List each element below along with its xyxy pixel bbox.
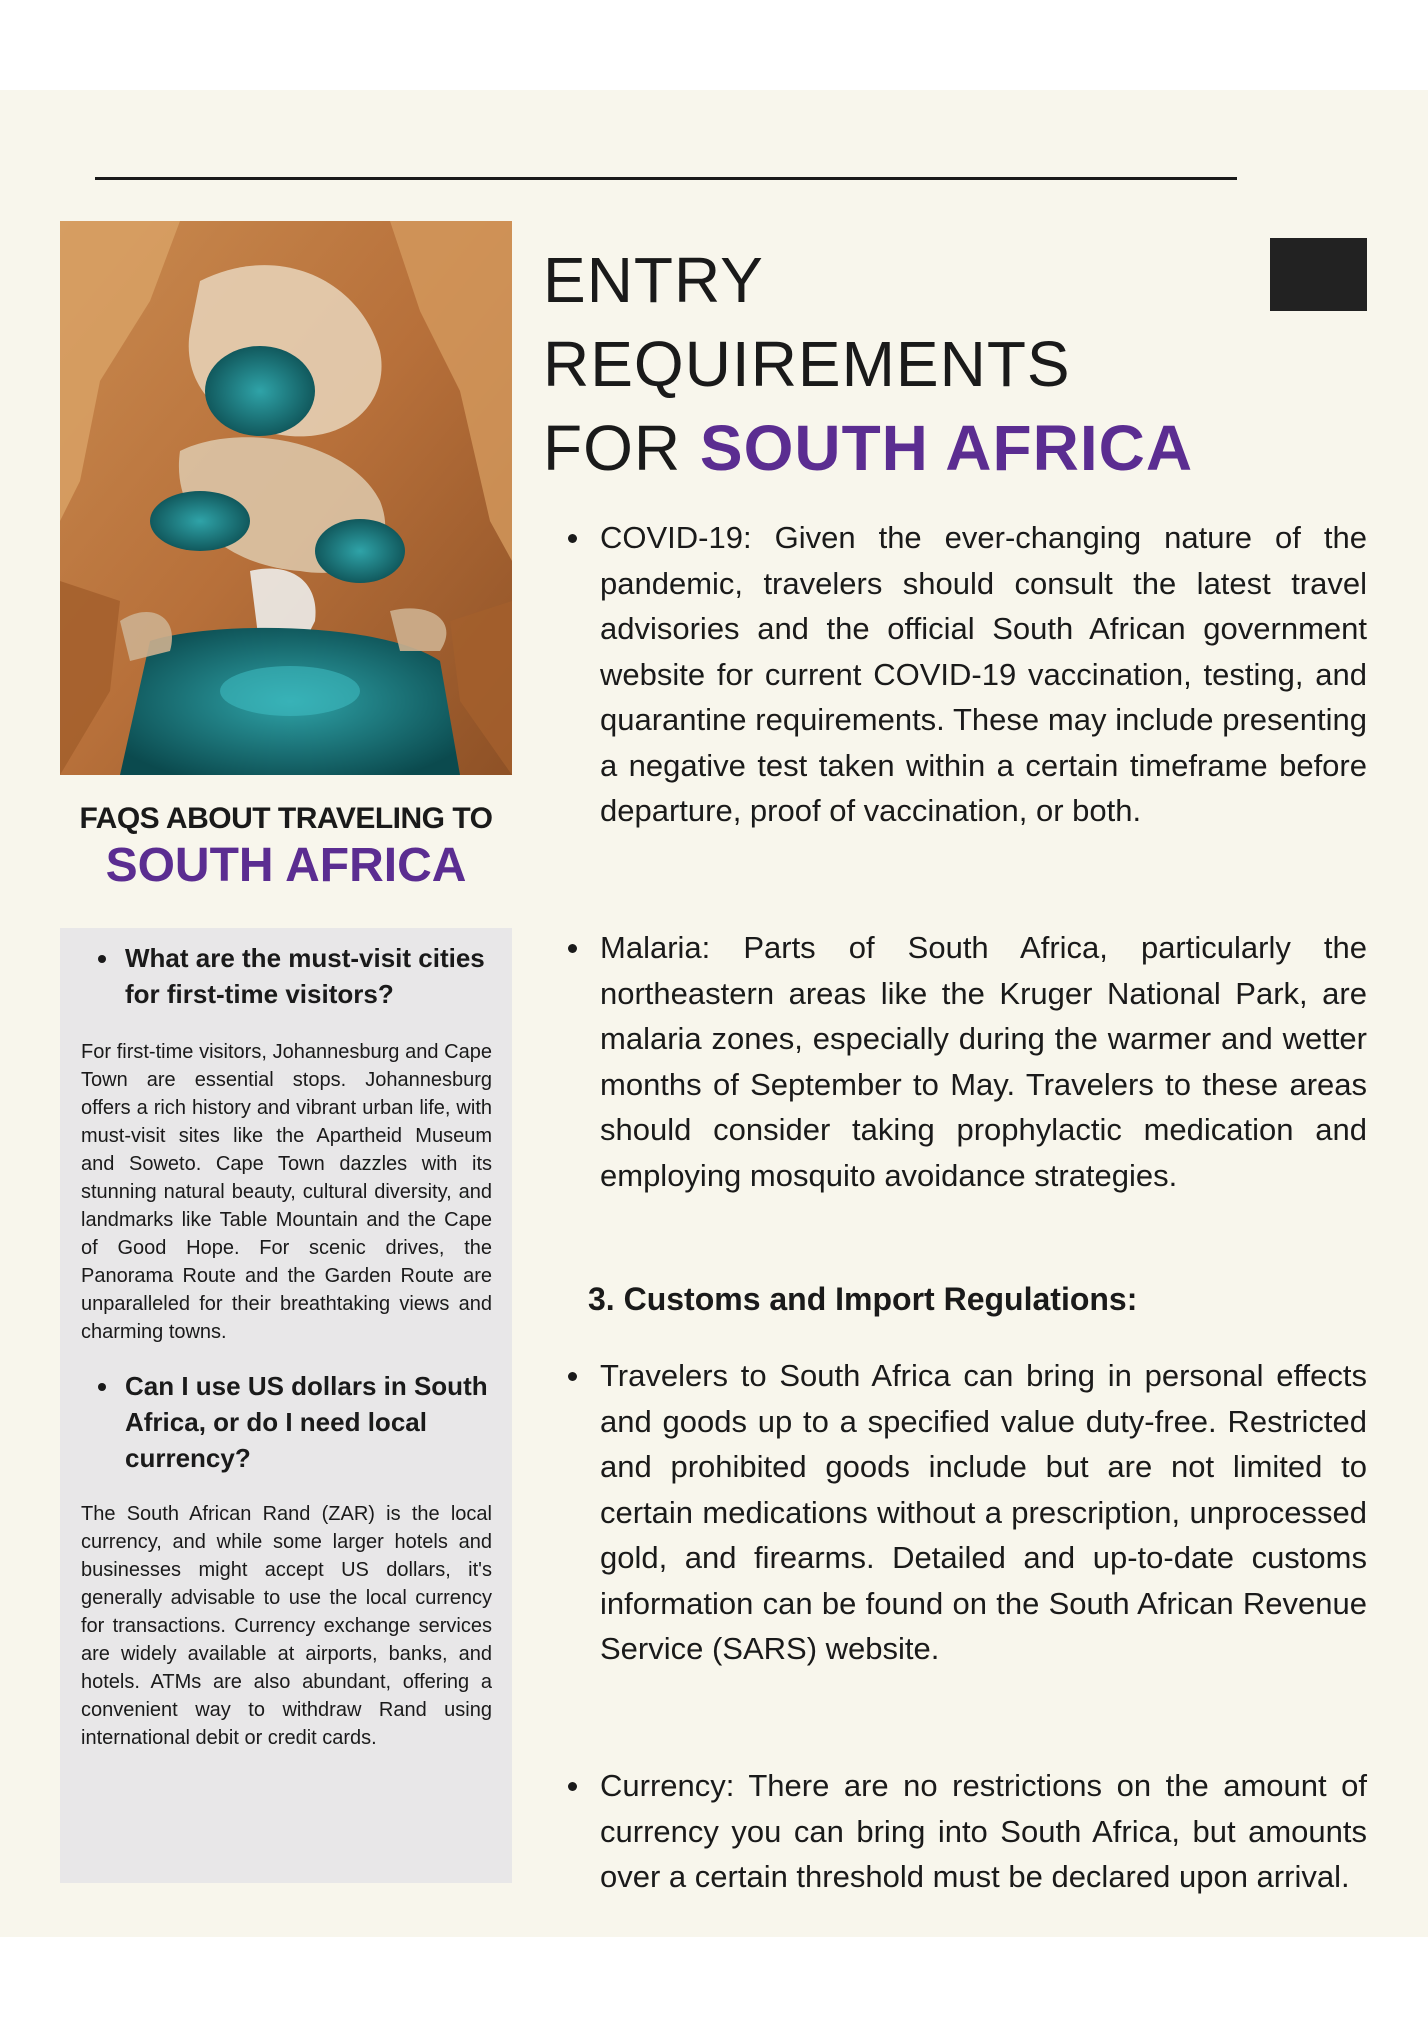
bullet-malaria — [564, 925, 1367, 1198]
faq-answer: The South African Rand (ZAR) is the local currency, and while some larger hotels and businesses might accept US dollars, it's generally advisable to use the local currency for transactions. Currency exchange services are widely available at airports, banks, and hotels. ATMs are also abundant, offering a convenient way to withdraw Rand using international debit or credit cards. — [81, 1503, 492, 1749]
page-title-accent: SOUTH AFRICA — [699, 412, 1194, 484]
faq-heading-line2: SOUTH AFRICA — [105, 839, 467, 892]
faq-box — [60, 928, 512, 1883]
bullet-customs — [564, 1353, 1367, 1672]
faq-heading-line1: FAQS ABOUT TRAVELING TO — [79, 802, 493, 835]
page-title-prefix: FOR — [543, 412, 700, 484]
faq-heading — [60, 802, 512, 892]
bullet-text: COVID-19: Given the ever-changing nature of the pandemic, travelers should consult the latest travel advisories and the official South African government website for current COVID-19 vaccination, testing, and quarantine requirements. These may include presenting a negative test taken within a certain timeframe before departure, proof of vaccination, or both. — [564, 515, 1367, 834]
section-heading: 3. Customs and Import Regulations: — [588, 1281, 1138, 1317]
faq-answer: For first-time visitors, Johannesburg and Cape Town are essential stops. Johannesburg offers a rich history and vibrant urban life, with must-visit sites like the Apartheid Museum and Soweto. Cape Town dazzles with its stunning natural beauty, cultural diversity, and landmarks like Table Mountain and the Cape of Good Hope. For scenic drives, the Panorama Route and the Garden Route are unparalleled for their breathtaking views and charming towns. — [81, 1041, 492, 1343]
page-title — [543, 238, 1303, 490]
faq-question: Can I use US dollars in South Africa, or do I need local currency? — [81, 1368, 492, 1476]
bullet-text: Travelers to South Africa can bring in personal effects and goods up to a specified value duty-free. Restricted and prohibited goods include but are not limited to certain medications without a prescription, unprocessed gold, and firearms. Detailed and up-to-date customs information can be found on the South African Revenue Service (SARS) website. — [564, 1353, 1367, 1672]
canyon-photo — [60, 221, 512, 775]
decorative-black-block — [1270, 238, 1367, 311]
faq-question: What are the must-visit cities for first-time visitors? — [81, 940, 492, 1012]
top-divider — [95, 177, 1237, 180]
bullet-text: Currency: There are no restrictions on the amount of currency you can bring into South Africa, but amounts over a certain threshold must be declared upon arrival. — [564, 1763, 1367, 1900]
page-title-line1: ENTRY REQUIREMENTS — [543, 244, 1071, 400]
canyon-illustration — [60, 221, 512, 775]
bullet-covid — [564, 515, 1367, 834]
bullet-currency — [564, 1763, 1367, 1900]
bullet-text: Malaria: Parts of South Africa, particularly the northeastern areas like the Kruger National Park, are malaria zones, especially during the warmer and wetter months of September to May. Travelers to these areas should consider taking prophylactic medication and employing mosquito avoidance strategies. — [564, 925, 1367, 1198]
page-title-line2 — [543, 406, 1303, 490]
page-background — [0, 90, 1428, 1937]
